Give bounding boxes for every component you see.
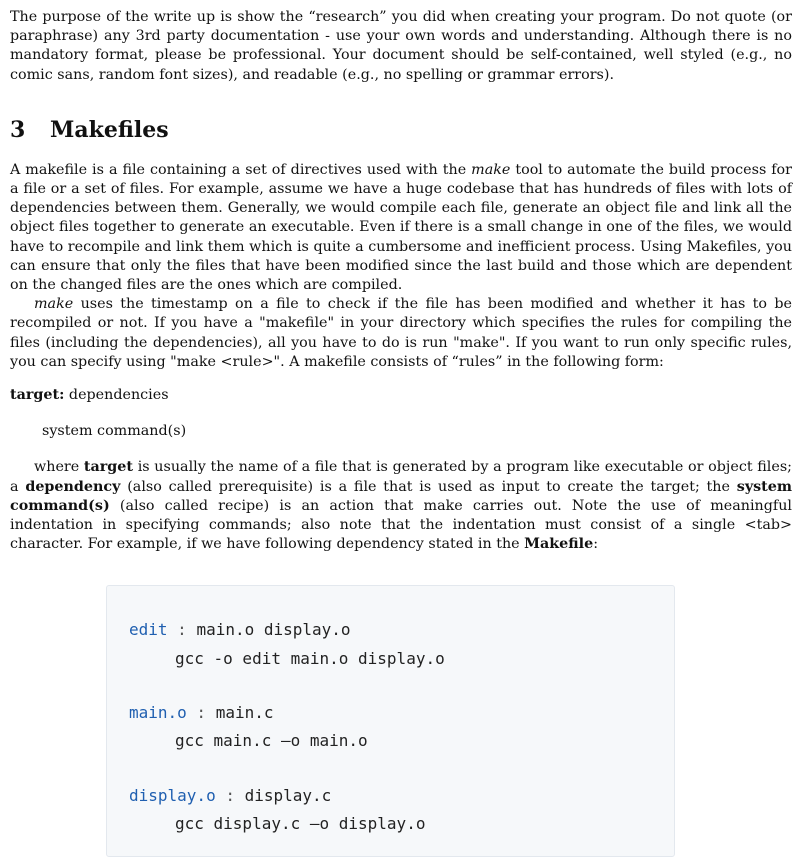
rule-form-command-line: system command(s) [42,423,187,440]
term-system-command: system command(s) [10,478,792,514]
document-page [10,8,792,554]
makefile-paragraph-1 [10,161,792,295]
para1-text-b: tool to automate the build process for a file or a set of files. For example, assume we have a huge codebase that has hundreds of files with lots of dependencies between them. Generally, we would compile each file, generate an object file and link all the object files together to generate an executable. Even if there is a small change in one of the files, we would have to recompile and link them which is quite a cumbersome and inefficient process. Using Makefiles, you can ensure that only the files that have been modified since the last build and those which are dependent on the changed files are the ones which are compiled. [10,161,792,294]
section-number: 3 [10,116,26,143]
para3-text-4: (also called recipe) is an action that make carries out. Note the use of meaningful indentation in specifying commands; also note that the indentation must consist of a single <tab> character. For example, if we have following dependency stated in the [10,497,792,553]
code-rule-line [129,620,351,639]
section-heading [10,117,792,143]
intro-paragraph: The purpose of the write up is show the “research” you did when creating your program. Do not quote (or paraphrase) any 3rd party documentation - use your own words and understanding. Although there is no mandatory format, please be professional. Your document should be self-contained, well styled (e.g., no comic sans, random font sizes), and readable (e.g., no spelling or grammar errors). [10,9,792,83]
code-command-line: gcc display.c —o display.o [175,814,426,833]
rule-dependencies-label: dependencies [64,387,169,404]
para3-text-5: : [593,536,599,553]
make-term: make [471,161,511,178]
code-command-line: gcc main.c —o main.o [175,731,368,750]
code-deps: main.o display.o [196,620,351,639]
rule-form-target-line [10,386,792,405]
term-dependency: dependency [25,478,121,495]
code-target: main.o [129,703,187,722]
code-colon: : [215,786,245,805]
term-makefile: Makefile [524,536,594,553]
code-target: display.o [129,786,216,805]
para2-text: uses the timestamp on a file to check if the file has been modified and whether it has to be recompiled or not. If you have a "makefile" in your directory which specifies the rules for compiling the files (including the dependencies), all you have to do is run "make". If you want to run only specific rules, you can specify using "make <rule>". A makefile consists of “rules” in the following form: [10,296,792,370]
makefile-paragraph-2 [10,295,792,372]
code-colon: : [186,703,216,722]
term-target: target [83,459,133,476]
code-target: edit [129,620,168,639]
code-colon: : [167,620,197,639]
para1-text-a: A makefile is a file containing a set of directives used with the [10,161,472,178]
code-rule-line [129,703,274,722]
para3-text-2: is usually the name of a file that is generated by a program like executable or object files; a [10,459,792,495]
para3-text-1: where [34,459,84,476]
makefile-paragraph-3 [10,458,792,554]
makefile-code-block [106,585,675,857]
code-deps: main.c [215,703,274,722]
para3-text-3: (also called prerequisite) is a file that is used as input to create the target; the [120,478,737,495]
code-deps: display.c [244,786,332,805]
code-rule-line [129,786,331,805]
make-term-2: make [34,296,74,313]
code-command-line: gcc -o edit main.o display.o [175,649,445,668]
section-title: Makefiles [50,116,169,143]
rule-target-label: target: [10,387,65,404]
